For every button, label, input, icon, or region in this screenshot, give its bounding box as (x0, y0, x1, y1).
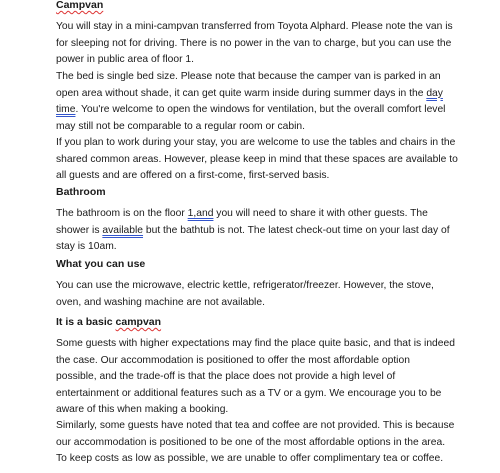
campvan-p2-day: day (426, 87, 443, 99)
can-use-heading: What you can use (56, 258, 146, 270)
bathroom-part-e: but the bathtub is not. The latest check-out time on your last day of stay is 10am. (56, 224, 450, 252)
campvan-p2-part-d: . You're welcome to open the windows for ventilation, but the overall comfort level may still not be comparable to a regular room or cabin. (56, 104, 446, 132)
campvan-heading (56, 0, 103, 13)
basic-heading-text: It is a basic (56, 316, 116, 328)
campvan-p2-time: time (56, 104, 76, 115)
basic-heading-campvan: campvan (115, 316, 162, 328)
bathroom-part-c: you will need to share it with other guests. The shower is (56, 208, 428, 236)
basic-heading (56, 314, 161, 330)
campvan-paragraph-3: If you plan to work during your stay, you are welcome to use the tables and chairs in the shared common areas. However, please keep in mind that these spaces are available to all guests and are offered on a first-come, first-served basis. (56, 137, 458, 181)
basic-paragraph-2: Similarly, some guests have noted that tea and coffee are not provided. This is because our accommodation is positioned to be one of the most affordable options in the area. To keep costs as low as possible, we are unable to offer complimentary tea or coffee. (56, 420, 455, 464)
bathroom-paragraph (56, 206, 466, 256)
bathroom-part-a: The bathroom is on the floor (56, 208, 188, 219)
campvan-paragraph-1: You will stay in a mini-campvan transferred from Toyota Alphard. Please note the van is for sleeping not for driving. There is no power in the van to charge, but you can use the power in public area of floor 1. (56, 21, 453, 65)
campvan-paragraph-2 (56, 69, 466, 135)
campvan-p2-part-a: The bed is single bed size. Please note that because the camper van is parked in an open area without shade, it can get quite warm inside during summer days in the (56, 71, 441, 99)
bathroom-floor-link: 1,and (187, 208, 214, 219)
basic-paragraph-1: Some guests with higher expectations may find the place quite basic, and that is indeed the case. Our accommodation is positioned to offer the most affordable option possible, and the trade-off is that the place does not provide a high level of entertainment or additional features such as a TV or a gym. We encourage you to be aware of this when making a booking. (56, 338, 455, 415)
bathroom-heading: Bathroom (56, 186, 106, 198)
campvan-heading-text: Campvan (56, 0, 104, 11)
bathroom-available: available (102, 224, 144, 236)
can-use-paragraph: You can use the microwave, electric kettle, refrigerator/freezer. However, the stove, oven, and washing machine are not available. (56, 280, 434, 308)
